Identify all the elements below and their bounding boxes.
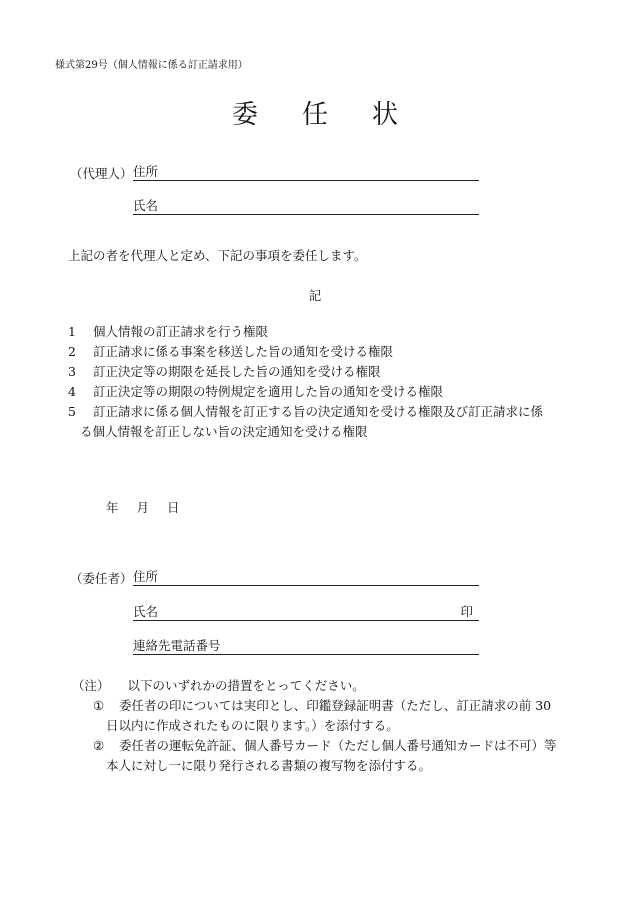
agent-address-field[interactable] (133, 162, 479, 181)
date-line[interactable]: 年 月 日 (106, 500, 180, 515)
ki-heading: 記 (308, 288, 322, 303)
note-intro: 以下のいずれかの措置をとってください。 (127, 678, 365, 693)
agent-address-label: 住所 (133, 164, 159, 179)
principal-name-field[interactable] (133, 602, 479, 621)
list-item (68, 402, 588, 442)
item-number: 3 (68, 364, 76, 379)
list-item (68, 342, 588, 362)
principal-phone-field[interactable] (133, 636, 479, 655)
note-text-continued: 日以内に作成されたものに限ります。）を添付する。 (106, 718, 399, 733)
note-item (93, 696, 585, 736)
item-text: 訂正決定等の期限を延長した旨の通知を受ける権限 (93, 364, 381, 379)
principal-address-label: 住所 (133, 569, 159, 584)
agent-label: （代理人） (70, 166, 133, 181)
item-text-continued: る個人情報を訂正しない旨の決定通知を受ける権限 (80, 424, 368, 439)
item-number: 2 (68, 344, 76, 359)
page-title: 委任状 (231, 100, 442, 130)
note-number: ① (93, 698, 105, 713)
principal-name-label: 氏名 (133, 604, 159, 619)
item-text: 訂正請求に係る事案を移送した旨の通知を受ける権限 (93, 344, 394, 359)
principal-address-field[interactable] (133, 567, 479, 586)
list-item (68, 322, 588, 342)
item-number: 4 (68, 384, 76, 399)
principal-label: （委任者） (70, 571, 133, 586)
note-heading (72, 676, 365, 694)
note-list (93, 696, 585, 776)
item-text: 訂正決定等の期限の特例規定を適用した旨の通知を受ける権限 (93, 384, 444, 399)
agent-name-label: 氏名 (133, 198, 159, 213)
item-text: 個人情報の訂正請求を行う権限 (93, 324, 269, 339)
note-number: ② (93, 738, 105, 753)
note-text: 委任者の印については実印とし、印鑑登録証明書（ただし、訂正請求の前 30 (119, 698, 552, 713)
form-number: 様式第29号（個人情報に係る訂正請求用） (55, 60, 248, 71)
seal-mark: 印 (460, 604, 473, 619)
list-item (68, 362, 588, 382)
list-item (68, 382, 588, 402)
note-item (93, 736, 585, 776)
agent-name-field[interactable] (133, 196, 479, 215)
item-number: 1 (68, 324, 76, 339)
principal-phone-label: 連絡先電話番号 (133, 638, 221, 653)
delegation-text: 上記の者を代理人と定め、下記の事項を委任します。 (68, 248, 367, 263)
note-text-continued: 本人に対し一に限り発行される書類の複写物を添付する。 (106, 758, 432, 773)
note-label: （注） (72, 678, 110, 693)
authority-list (68, 322, 588, 442)
note-text: 委任者の運転免許証、個人番号カード（ただし個人番号通知カードは不可）等 (119, 738, 557, 753)
item-text: 訂正請求に係る個人情報を訂正する旨の決定通知を受ける権限及び訂正請求に係 (93, 404, 544, 419)
item-number: 5 (68, 404, 76, 419)
